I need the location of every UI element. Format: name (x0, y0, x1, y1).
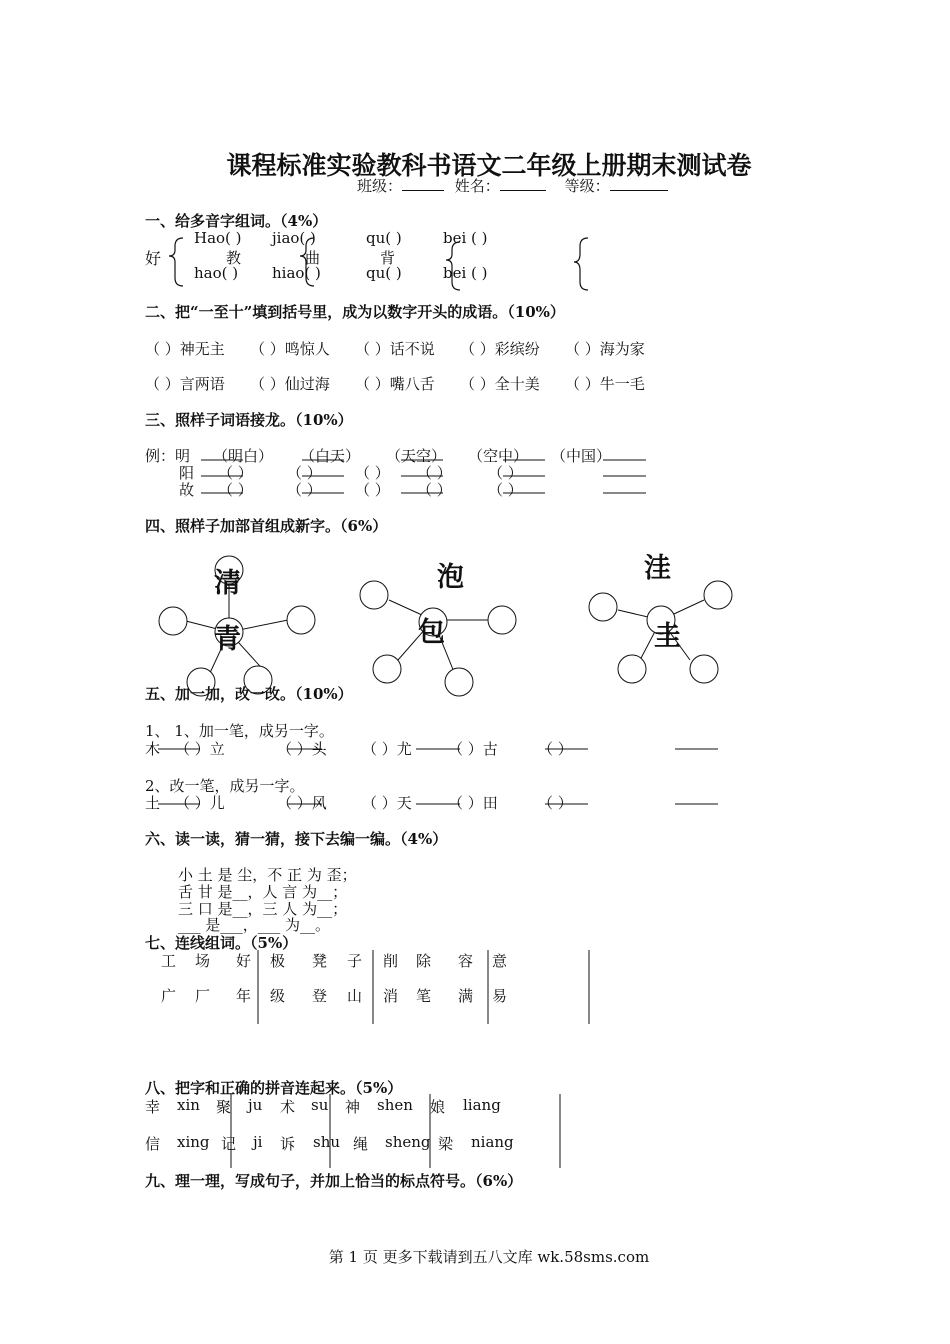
section-1-title: 一、给多音字组词。（4%） (145, 212, 328, 230)
chain-blank[interactable]: （ ） (417, 464, 452, 482)
match-char[interactable]: 级 (270, 987, 286, 1005)
q5-2: 2、改一笔，成另一字。 (145, 777, 305, 795)
idiom-2-4: （ ）全十美 (460, 375, 540, 393)
bei-char: 背 (380, 249, 396, 267)
pinyin-char[interactable]: 娘 (430, 1098, 446, 1116)
brace-2 (300, 238, 314, 286)
row-char-gu: 故 (179, 481, 195, 499)
qu-char: 曲 (305, 249, 321, 267)
pinyin-char[interactable]: 梁 (438, 1135, 454, 1153)
match-char[interactable]: 笔 (416, 987, 432, 1005)
center-char-2: 包 (418, 617, 445, 648)
brace-4 (574, 238, 588, 290)
riddle-line-1: 小 土 是 尘，不 正 为 歪； (178, 866, 357, 884)
pinyin-text[interactable]: shen (377, 1096, 413, 1114)
center-char-3: 圭 (654, 621, 681, 652)
bei-top: bei ( ) (443, 229, 488, 247)
idiom-1-5: （ ）海为家 (565, 340, 645, 358)
riddle-line-2: 舌 甘 是__，人 言 为__； (178, 883, 348, 901)
jiao-char: 教 (226, 249, 242, 267)
qu-bottom: qu( ) (366, 264, 402, 282)
idiom-1-2: （ ）鸣惊人 (250, 340, 330, 358)
pinyin-char[interactable]: 幸 (145, 1098, 161, 1116)
section-3-title: 三、照样子词语接龙。（10%） (145, 411, 353, 429)
page-title: 课程标准实验教科书语文二年级上册期末测试卷 (226, 151, 752, 180)
add-stroke-blank[interactable]: （ ） (538, 740, 573, 758)
pinyin-text[interactable]: ju (248, 1096, 263, 1114)
section-4-title: 四、照样子加部首组成新字。（6%） (145, 517, 388, 535)
match-char[interactable]: 容 (458, 952, 474, 970)
change-stroke-blank[interactable]: （ ）儿 (175, 794, 225, 812)
pinyin-text[interactable]: su (311, 1096, 329, 1114)
match-char[interactable]: 满 (458, 987, 474, 1005)
brace-1 (169, 238, 183, 286)
pinyin-char[interactable]: 记 (221, 1135, 237, 1153)
class-label: 班级： (357, 177, 403, 195)
grade-label: 等级： (564, 177, 610, 195)
riddle-line-3: 三 口 是__，三 人 为__； (178, 900, 348, 918)
example-label: 例：明 (145, 447, 191, 465)
match-char[interactable]: 工 (161, 952, 177, 970)
match-char[interactable]: 年 (236, 987, 252, 1005)
pinyin-char[interactable]: 绳 (353, 1135, 369, 1153)
bei-bottom: bei ( ) (443, 264, 488, 282)
change-stroke-blank[interactable]: （ ）田 (448, 794, 498, 812)
hao-char: 好 (145, 249, 162, 268)
chain-blank[interactable]: （ ） (218, 464, 253, 482)
chain-blank[interactable]: （ ） (355, 481, 390, 499)
example-word-3: （天空） (386, 447, 447, 465)
pinyin-text[interactable]: xin (177, 1096, 200, 1114)
match-char[interactable]: 意 (492, 952, 508, 970)
match-char[interactable]: 好 (236, 952, 252, 970)
match-char[interactable]: 子 (347, 952, 363, 970)
add-stroke-blank[interactable]: （ ）立 (175, 740, 225, 758)
match-char[interactable]: 厂 (195, 987, 211, 1005)
idiom-2-5: （ ）牛一毛 (565, 375, 645, 393)
example-word-4: （空中） (468, 447, 529, 465)
match-char[interactable]: 广 (161, 987, 177, 1005)
match-char[interactable]: 场 (195, 952, 211, 970)
chain-blank[interactable]: （ ） (287, 464, 322, 482)
add-stroke-blank[interactable]: （ ）古 (448, 740, 498, 758)
change-stroke-blank[interactable]: （ ） (538, 794, 573, 812)
add-stroke-blank[interactable]: （ ）头 (277, 740, 327, 758)
idiom-2-3: （ ）嘴八舌 (355, 375, 435, 393)
pinyin-text[interactable]: shu (313, 1133, 341, 1151)
chain-blank[interactable]: （ ） (417, 481, 452, 499)
section-2-title: 二、把“一至十”填到括号里，成为以数字开头的成语。（10%） (145, 303, 565, 321)
match-char[interactable]: 除 (416, 952, 432, 970)
idiom-2-2: （ ）仙过海 (250, 375, 330, 393)
change-stroke-blank[interactable]: （ ）天 (362, 794, 412, 812)
pinyin-text[interactable]: ji (253, 1133, 263, 1151)
hao-top: Hao( ) (194, 229, 242, 247)
match-char[interactable]: 削 (383, 952, 399, 970)
pinyin-char[interactable]: 信 (145, 1135, 161, 1153)
idiom-1-4: （ ）彩缤纷 (460, 340, 540, 358)
section-5-title: 五、加一加，改一改。（10%） (145, 685, 353, 703)
match-char[interactable]: 登 (312, 987, 328, 1005)
pinyin-char[interactable]: 诉 (280, 1135, 296, 1153)
idiom-1-3: （ ）话不说 (355, 340, 435, 358)
riddle-line-4: ___ 是___，___ 为__。 (178, 916, 331, 934)
change-stroke-blank[interactable]: （ ）风 (277, 794, 327, 812)
example-word-1: （明白） (213, 447, 274, 465)
brace-3 (446, 242, 460, 290)
pinyin-text[interactable]: sheng (385, 1133, 431, 1151)
example-word-5: （中国） (551, 447, 612, 465)
pinyin-char[interactable]: 术 (280, 1098, 296, 1116)
jiao-bottom: hiao( ) (272, 264, 321, 282)
center-char-1: 青 (214, 624, 241, 655)
chain-blank[interactable]: （ ） (488, 481, 523, 499)
idiom-1-1: （ ）神无主 (145, 340, 225, 358)
example-new-char-2: 泡 (437, 562, 464, 593)
example-new-char: 清 (214, 568, 241, 599)
row-char-yang: 阳 (179, 464, 195, 482)
jiao-top: jiao( ) (272, 229, 316, 247)
hao-bottom: hao( ) (194, 264, 239, 282)
section-6-title: 六、读一读，猜一猜，接下去编一编。（4%） (145, 830, 448, 848)
pinyin-char[interactable]: 聚 (216, 1098, 232, 1116)
match-char[interactable]: 易 (492, 987, 508, 1005)
section-8-title: 八、把字和正确的拼音连起来。（5%） (145, 1079, 403, 1097)
pinyin-text[interactable]: niang (471, 1133, 514, 1151)
example-word-2: （白天） (300, 447, 361, 465)
chain-blank[interactable]: （ ） (218, 481, 253, 499)
match-char[interactable]: 山 (347, 987, 363, 1005)
char-mu: 木 (145, 740, 161, 758)
pinyin-text[interactable]: liang (463, 1096, 501, 1114)
qu-top: qu( ) (366, 229, 402, 247)
section-9-title: 九、理一理，写成句子，并加上恰当的标点符号。（6%） (145, 1172, 523, 1190)
char-tu: 土 (145, 794, 161, 812)
q5-1: 1、 1、加一笔，成另一字。 (145, 722, 334, 740)
name-label: 姓名： (454, 177, 500, 195)
example-new-char-3: 洼 (644, 553, 671, 584)
match-char[interactable]: 极 (270, 952, 286, 970)
match-char[interactable]: 消 (383, 987, 399, 1005)
pinyin-char[interactable]: 神 (345, 1098, 361, 1116)
chain-blank[interactable]: （ ） (287, 481, 322, 499)
idiom-2-1: （ ）言两语 (145, 375, 225, 393)
section-7-title: 七、连线组词。（5%） (145, 934, 298, 952)
pinyin-text[interactable]: xing (177, 1133, 210, 1151)
page-footer: 第 1 页 更多下载请到五八文库 wk.58sms.com (328, 1248, 650, 1266)
chain-blank[interactable]: （ ） (355, 464, 390, 482)
match-char[interactable]: 凳 (312, 952, 328, 970)
chain-blank[interactable]: （ ） (488, 464, 523, 482)
add-stroke-blank[interactable]: （ ）尤 (362, 740, 412, 758)
